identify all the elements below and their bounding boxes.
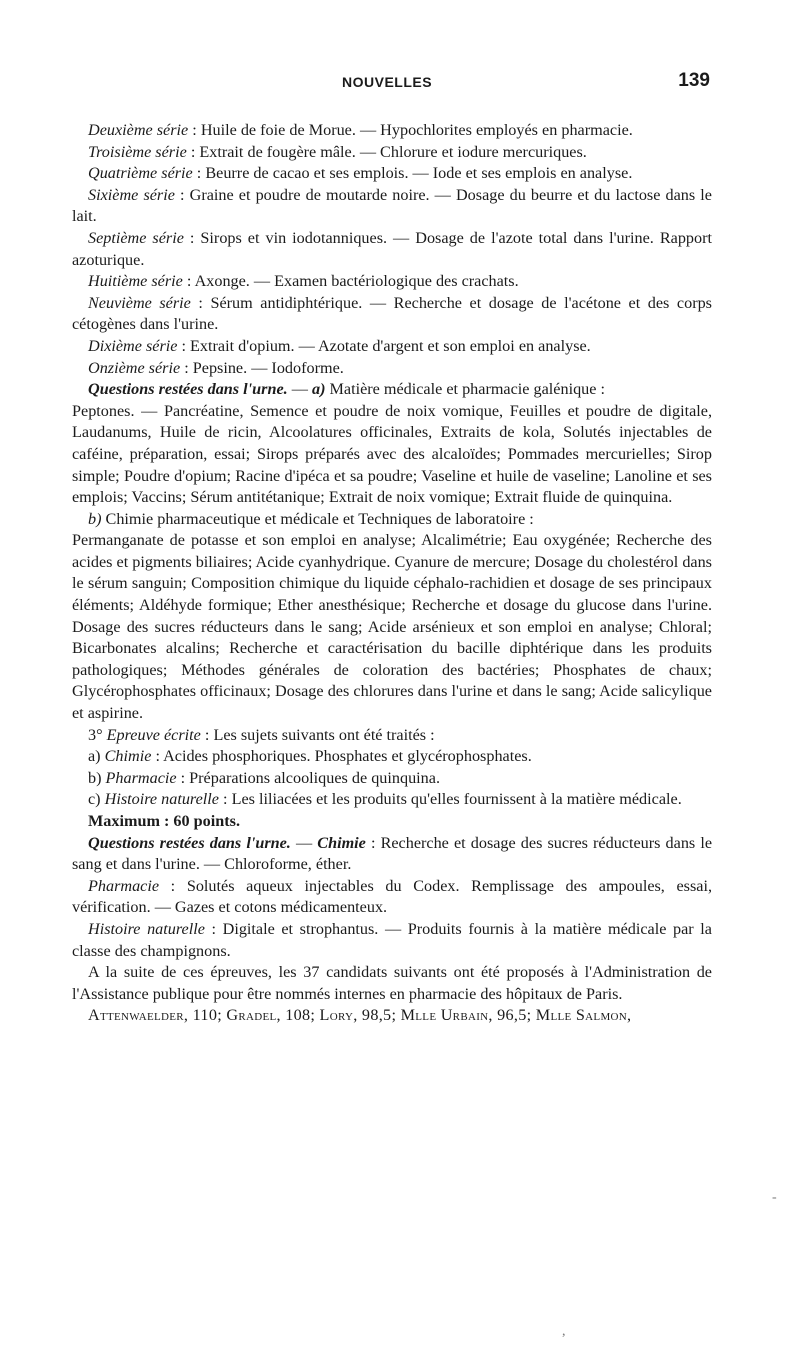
questions-urne-paragraph: Questions restées dans l'urne. — a) Matière médicale et pharmacie galénique : (88, 380, 605, 399)
series-text: Extrait de fougère mâle. — Chlorure et iodure mercuriques. (199, 142, 587, 161)
series-label: Dixième série (88, 336, 178, 355)
epreuve-num: 3° (88, 725, 103, 744)
series-label: Neuvième série (88, 293, 191, 312)
series-paragraph (72, 163, 712, 185)
sub-b-paragraph (72, 509, 712, 531)
series-paragraph (72, 336, 712, 358)
series-separator: : (192, 164, 206, 183)
epreuve-text: Les sujets suivants ont été traités : (213, 725, 435, 744)
series-label: Deuxième série (88, 121, 189, 139)
series-separator: : (174, 185, 190, 204)
pharmacie-paragraph: Pharmacie : Solutés aqueux injectables du Codex. Remplissage des ampoules, essai, vérification. — Gazes et cotons médicamenteux. (72, 876, 713, 917)
series-paragraph (72, 142, 712, 164)
series-separator: : (190, 293, 211, 312)
epreuve-item-letter: c) (88, 790, 101, 809)
series-text: Graine et poudre de moutarde noire. — Dosage du beurre et du lactose dans le lait. (72, 185, 712, 226)
series-label: Septième série (88, 228, 184, 247)
series-label: Onzième série (88, 358, 181, 377)
sub-a-label: a) (311, 380, 326, 399)
running-head: NOUVELLES (342, 74, 433, 90)
sub-b-text: Permanganate de potasse et son emploi en analyse; Alcalimétrie; Eau oxygénée; Recherche des acides et pigments biliaires; Acide cyanhydrique. Cyanure de mercure; Dosage du cholestérol dans le sérum sanguin; Composition chimique du liquide céphalo-rachidien et dosage de ses principaux éléments; Aldéhyde formique; Ether anesthésique; Recherche et dosage du glucose dans l'urine. Dosage des sucres réducteurs dans le sang; Acide arsénieux et son emploi en analyse; Chloral; Bicarbonates alcalins; Recherche et caractérisation du bacille diphtérique dans les produits pathologiques; Méthodes générales de coloration des bactéries; Phosphates de chaux; Glycérophosphates officinaux; Dosage des chlorures dans l'urine et dans le sang; Acide salicylique et aspirine. (72, 531, 712, 723)
body-text (72, 120, 712, 1027)
series-separator: : (188, 121, 201, 139)
series-list (72, 120, 712, 379)
series-paragraph (72, 271, 712, 293)
series-separator: : (180, 358, 193, 377)
series-separator: : (182, 272, 195, 291)
series-label: Huitième série (88, 272, 183, 291)
series-text: Axonge. — Examen bactériologique des crachats. (194, 272, 519, 291)
scan-speck: , (562, 1324, 566, 1339)
series-paragraph (72, 228, 712, 271)
series-text: Sirops et vin iodotanniques. — Dosage de l'azote total dans l'urine. Rapport azoturique. (72, 228, 712, 269)
epreuve-item: c) Histoire naturelle : Les liliacées et les produits qu'elles fournissent à la matière médicale. (88, 790, 682, 809)
epreuve-item-label: Histoire naturelle (104, 790, 219, 809)
series-text: Huile de foie de Morue. — Hypochlorites employés en pharmacie. (200, 121, 633, 139)
page-number: 139 (678, 70, 710, 91)
histoire-text: Digitale et strophantus. — Produits fournis à la matière médicale par la classe des champignons. (72, 919, 712, 960)
epreuve-item: a) Chimie : Acides phosphoriques. Phosphates et glycérophosphates. (88, 747, 532, 766)
series-text: Beurre de cacao et ses emplois. — Iode et ses emplois en analyse. (205, 164, 633, 183)
epreuve-item-label: Pharmacie (105, 768, 177, 787)
series-text: Pepsine. — Iodoforme. (192, 358, 344, 377)
candidates-list: Attenwaelder, 110; Gradel, 108; Lory, 98,5; Mlle Urbain, 96,5; Mlle Salmon, (88, 1006, 632, 1025)
epreuve-item-letter: b) (88, 768, 102, 787)
sub-b-label: b) (88, 509, 102, 528)
epreuve-items (72, 746, 712, 811)
series-label: Sixième série (88, 185, 175, 204)
epreuve-item-label: Chimie (104, 747, 152, 766)
epreuve-item-text: Préparations alcooliques de quinquina. (189, 768, 440, 787)
epreuve-item: b) Pharmacie : Préparations alcooliques de quinquina. (88, 768, 440, 787)
margin-mark: - (772, 1190, 777, 1205)
page-header (72, 72, 712, 96)
epreuve-item-text: Les liliacées et les produits qu'elles fournissent à la matière médicale. (231, 790, 682, 809)
series-label: Quatrième série (88, 164, 193, 183)
chimie-text: Recherche et dosage des sucres réducteurs dans le sang et dans l'urine. — Chloroforme, éther. (72, 833, 713, 874)
maximum-line: Maximum : 60 points. (88, 812, 240, 830)
epreuve-paragraph: 3° Epreuve écrite : Les sujets suivants ont été traités : (88, 725, 435, 744)
questions-urne-2-paragraph: Questions restées dans l'urne. — Chimie : Recherche et dosage des sucres réducteurs dans le sang et dans l'urine. — Chloroforme, éther. (72, 833, 713, 874)
series-paragraph (72, 358, 712, 380)
conclusion-paragraph: A la suite de ces épreuves, les 37 candidats suivants ont été proposés à l'Administration de l'Assistance publique pour être nommés internes en pharmacie des hôpitaux de Paris. (72, 963, 712, 1003)
epreuve-item-text: Acides phosphoriques. Phosphates et glycérophosphates. (163, 747, 532, 766)
pharmacie-label: Pharmacie (88, 876, 160, 895)
series-separator: : (186, 142, 200, 161)
series-text: Sérum antidiphtérique. — Recherche et dosage de l'acétone et des corps cétogènes dans l'urine. (72, 293, 712, 334)
questions-urne-2-label: Questions restées dans l'urne. (88, 833, 291, 852)
series-paragraph (72, 185, 712, 228)
series-text: Extrait d'opium. — Azotate d'argent et son emploi en analyse. (190, 336, 591, 355)
series-paragraph (72, 293, 712, 336)
histoire-label: Histoire naturelle (88, 919, 205, 938)
series-paragraph (72, 120, 712, 142)
sub-a-text: Peptones. — Pancréatine, Semence et poudre de noix vomique, Feuilles et poudre de digitale, Laudanums, Huile de ricin, Alcoolatures officinales, Extraits de kola, Solutés injectables de caféine, préparation, essai; Sirops préparés avec des alcaloïdes; Pommades mercurielles; Sirop simple; Poudre d'opium; Racine d'ipéca et sa poudre; Vaseline et huile de vaseline; Lanoline et ses emplois; Vaccins; Sérum antitétanique; Extrait de noix vomique; Extrait fluide de quinquina. (72, 401, 712, 507)
sub-b-title: Chimie pharmaceutique et médicale et Techniques de laboratoire : (105, 509, 534, 528)
questions-urne-label: Questions restées dans l'urne. (88, 380, 288, 399)
epreuve-item-letter: a) (88, 747, 101, 766)
pharmacie-text: Solutés aqueux injectables du Codex. Remplissage des ampoules, essai, vérification. — Gazes et cotons médicamenteux. (72, 876, 713, 917)
sub-a-title: Matière médicale et pharmacie galénique : (329, 380, 605, 399)
chimie-label: Chimie (317, 833, 366, 852)
histoire-paragraph: Histoire naturelle : Digitale et strophantus. — Produits fournis à la matière médicale par la classe des champignons. (72, 919, 712, 960)
epreuve-label: Epreuve écrite (106, 725, 201, 744)
series-separator: : (177, 336, 191, 355)
series-label: Troisième série (88, 142, 187, 161)
series-separator: : (183, 228, 201, 247)
